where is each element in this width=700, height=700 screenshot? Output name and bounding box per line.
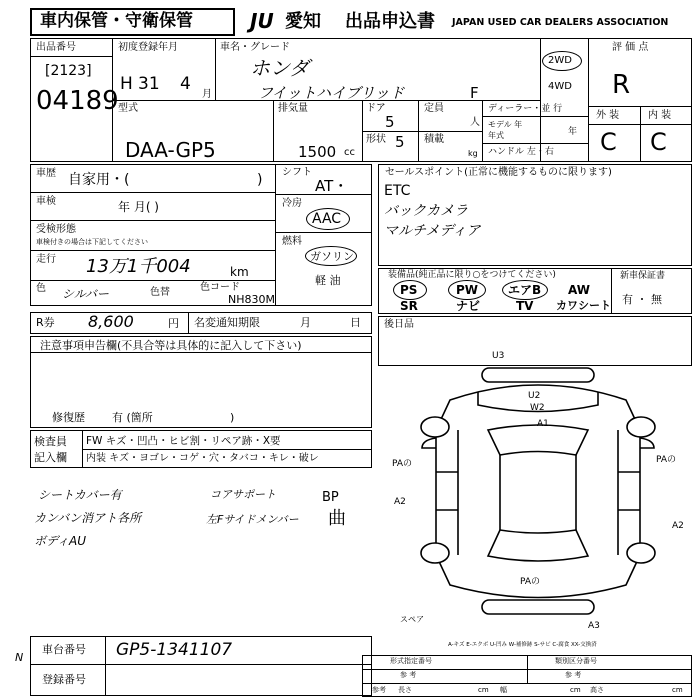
grade-code: F: [470, 84, 479, 102]
ac-value: AAC: [312, 211, 342, 227]
shape-value: 5: [395, 133, 405, 151]
damage-mark-pa-rear: PAの: [520, 577, 541, 587]
inspector-note: ボディAU: [34, 534, 87, 548]
usage-value: 自家用・(: [68, 172, 130, 188]
height-unit: cm: [672, 686, 683, 694]
reference-label: 参考: [372, 686, 386, 694]
registration-year: 31: [138, 74, 160, 94]
inspector-note: BP: [322, 490, 339, 505]
year-unit: 年: [568, 127, 578, 137]
damage-mark-u2: U2: [528, 391, 541, 401]
displacement-unit: cc: [344, 147, 355, 158]
equip-leather-seat: カワシート: [556, 299, 611, 312]
equip-navi: ナビ: [456, 299, 481, 313]
interior-label: 内 装: [648, 110, 672, 121]
car-make: ホンダ: [250, 56, 310, 80]
capacity-unit: 人: [470, 117, 480, 128]
sales-points-label: セールスポイント(正常に機能するものに限ります): [385, 167, 612, 178]
equip-ps-circle: [393, 280, 427, 300]
fuel-diesel: 軽 油: [315, 274, 341, 287]
repair-history-close: ): [230, 411, 235, 424]
lot-number: 04189: [36, 86, 119, 116]
interior-grade: C: [650, 128, 667, 156]
insurance-sub: 車検付きの場合は下記してください: [36, 238, 148, 246]
handle-label: ハンドル 左・右: [488, 147, 554, 157]
equip-airbag-circle: [502, 280, 548, 300]
registration-number-label: 登録番号: [42, 673, 86, 686]
reference-a: 参 考: [400, 671, 417, 679]
color-code-label: 色コード: [200, 282, 240, 293]
color-label: 色: [36, 283, 46, 294]
rating-label: 評 価 点: [612, 42, 649, 53]
association-name: JAPAN USED CAR DEALERS ASSOCIATION: [452, 17, 669, 28]
fuel-label: 燃料: [282, 236, 302, 247]
car-grade: フイットハイブリッド: [258, 84, 405, 102]
inspector-interior-row: 内装 キズ・ヨゴレ・コゲ・穴・タバコ・キレ・破レ: [86, 453, 319, 464]
drive-2wd: 2WD: [548, 55, 572, 66]
registration-month-unit: 月: [202, 89, 212, 100]
shift-value: AT・: [315, 177, 349, 195]
color-change-label: 色替: [150, 287, 170, 298]
load-unit: kg: [468, 149, 478, 158]
side-mark: N: [15, 651, 24, 664]
damage-mark-a2-left: A2: [394, 497, 406, 507]
sales-point-item: バックカメラ: [384, 203, 468, 219]
warranty-value: 有 ・ 無: [622, 293, 662, 306]
damage-mark-a2-right: A2: [672, 521, 684, 531]
mileage-value: 13万1千004: [86, 256, 191, 277]
equipment-label: 装備品(純正品に限り○をつけてください): [388, 270, 556, 280]
ac-label: 冷房: [282, 198, 302, 209]
width-label: 幅: [500, 686, 507, 694]
inspector-note: 曲: [328, 508, 346, 529]
color-code-value: NH830M: [228, 293, 275, 306]
damage-mark-u3: U3: [492, 351, 505, 361]
class-number-label: 類別区分番号: [555, 657, 597, 665]
expiry-day: 日: [350, 316, 361, 329]
expiry-label: 名変通知期限: [194, 316, 260, 329]
inspector-note: シートカバー有: [38, 488, 122, 502]
sales-point-item: ETC: [384, 183, 411, 199]
after-items-label: 後日品: [384, 319, 414, 330]
chassis-number: GP5-1341107: [116, 640, 233, 660]
equip-sr: SR: [400, 299, 418, 313]
model-year-label: モデル 年: [488, 120, 523, 129]
mileage-label: 走行: [36, 254, 56, 265]
insurance-label: 受検形態: [36, 224, 76, 235]
storage-label: 車内保管・守衛保管: [40, 11, 193, 31]
door-label: ドア: [366, 103, 386, 114]
damage-mark-w2: W2: [530, 403, 545, 413]
equip-pw: PW: [456, 283, 479, 297]
length-label: 長さ: [398, 686, 412, 694]
drive-4wd: 4WD: [548, 81, 572, 92]
warranty-label: 新車保証書: [620, 271, 666, 281]
ju-logo: JU: [250, 9, 274, 33]
recycle-label: R券: [36, 316, 55, 329]
repair-history-label: 修復歴: [52, 411, 85, 424]
damage-mark-pa-right: PAの: [656, 455, 677, 465]
registration-label: 初度登録年月: [118, 42, 178, 53]
usage-label: 車歴: [36, 168, 56, 179]
color-value: シルバー: [62, 287, 109, 301]
spare-label: スペア: [400, 615, 424, 624]
shape-label: 形状: [366, 134, 386, 145]
model-code: DAA-GP5: [125, 138, 216, 162]
inspector-note: カンバン消アト各所: [34, 511, 142, 525]
load-label: 積載: [424, 134, 444, 145]
chassis-label: 車台番号: [42, 643, 86, 656]
equip-airbag: エアB: [508, 283, 542, 297]
registration-era: H: [120, 74, 133, 94]
model-year-sub: 年式: [488, 131, 504, 140]
repair-history-value: 有 (箇所: [112, 411, 153, 424]
damage-mark-pa-left: PAの: [392, 459, 413, 469]
car-name-label: 車名・グレード: [220, 42, 290, 53]
inspector-label2: 記入欄: [34, 451, 67, 464]
type-number-label: 形式指定番号: [390, 657, 432, 665]
rating-value: R: [612, 70, 631, 100]
exterior-grade: C: [600, 128, 617, 156]
equip-pw-circle: [448, 280, 486, 300]
displacement-value: 1500: [298, 143, 337, 161]
length-unit: cm: [478, 686, 489, 694]
equip-aw: AW: [568, 283, 590, 297]
shift-label: シフト: [282, 167, 312, 178]
lot-number-label: 出品番号: [36, 42, 76, 53]
notes-label: 注意事項申告欄(不具合等は具体的に記入して下さい): [40, 339, 302, 352]
registration-month: 4: [180, 74, 191, 94]
usage-close: ): [257, 172, 263, 188]
lot-small-number: [2123]: [45, 63, 92, 79]
inspection-text: 年 月( ): [118, 200, 159, 214]
brand-name: 愛知: [285, 11, 321, 32]
fuel-gasoline: ガソリン: [310, 250, 354, 263]
capacity-label: 定員: [424, 103, 444, 114]
displacement-label: 排気量: [278, 103, 308, 114]
after-items-block: [378, 316, 692, 366]
dealer-label: ディーラー・並 行: [488, 104, 563, 114]
sales-point-item: マルチメディア: [384, 223, 481, 239]
exterior-label: 外 装: [596, 110, 620, 121]
inspector-note: コアサポート: [210, 488, 276, 501]
width-unit: cm: [570, 686, 581, 694]
recycle-value: 8,600: [88, 312, 134, 331]
equip-tv: TV: [516, 299, 534, 313]
reference-b: 参 考: [565, 671, 582, 679]
mileage-unit: km: [230, 265, 249, 279]
inspector-note: 左Fサイドメンバー: [206, 513, 299, 526]
inspection-label: 車検: [36, 196, 56, 207]
model-label: 型式: [118, 103, 138, 114]
expiry-month: 月: [300, 316, 311, 329]
inspector-exterior-row: FW キズ・凹凸・ヒビ割・リペア跡・X要: [86, 435, 281, 447]
height-label: 高さ: [590, 686, 604, 694]
inspector-label: 検査員: [34, 435, 67, 448]
form-title: 出品申込書: [345, 11, 435, 32]
door-value: 5: [385, 113, 395, 131]
damage-mark-a1: A1: [537, 419, 549, 429]
damage-legend: A-キズ E-エクボ U-凹み W-補修跡 S-サビ C-腐食 XX-交換済: [448, 642, 597, 648]
damage-mark-a3: A3: [588, 621, 600, 631]
equip-ps: PS: [400, 283, 418, 297]
recycle-unit: 円: [168, 317, 179, 330]
